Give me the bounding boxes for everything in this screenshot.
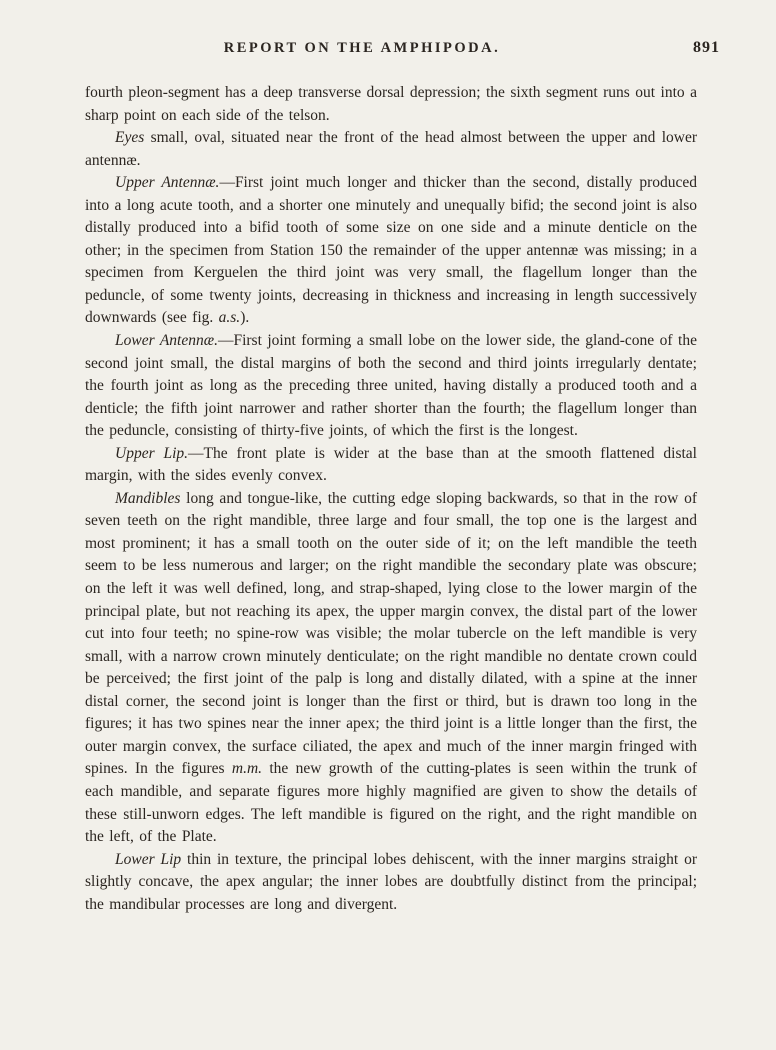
- text-paragraph: [85, 330, 697, 443]
- text-segment: Upper Lip.: [115, 444, 189, 462]
- text-segment: thin in texture, the principal lobes dehiscent, with the inner margins straight or slightly concave, the apex angular; the inner lobes are doubtfully distinct from the principal; the mandibular processes are long and divergent.: [85, 850, 697, 913]
- page-body: [85, 82, 697, 916]
- text-paragraph: [85, 127, 697, 172]
- text-segment: Upper Antennæ.: [115, 174, 220, 192]
- text-paragraph: [85, 172, 697, 330]
- text-segment: the new growth of the cutting-plates is seen within the trunk of each mandible, and separate figures more highly magnified are given to show the details of these still-unworn edges. The left mandible is figured on the right, and the right mandible on the left, of the Plate.: [85, 760, 697, 846]
- page-header-title: REPORT ON THE AMPHIPODA.: [223, 40, 501, 56]
- text-segment: ).: [240, 309, 250, 327]
- running-head: [84, 40, 720, 62]
- text-paragraph: [85, 849, 697, 917]
- text-segment: Eyes: [115, 129, 145, 147]
- text-paragraph: [85, 82, 697, 127]
- text-segment: a.s.: [218, 309, 241, 327]
- text-segment: long and tongue-like, the cutting edge sloping backwards, so that in the row of seven teeth on the right mandible, three large and four small, the top one is the largest and most prominent; it has a small tooth on the outer side of it; on the left mandible the teeth seem to be less numerous and larger; on the right mandible the secondary plate was obscure; on the left it was well defined, long, and strap-shaped, lying close to the lower margin of the principal plate, but not reaching its apex, the upper margin convex, the distal part of the lower cut into four teeth; no spine-row was visible; the molar tubercle on the left mandible is very small, with a narrow crown minutely denticulate; on the right mandible no dentate crown could be perceived; the first joint of the palp is long and distally dilated, with a spine at the inner distal corner, the second joint is longer than the first or third, but is drawn too long in the figures; it has two spines near the inner apex; the third joint is a little longer than the first, the outer margin convex, the surface ciliated, the apex and much of the inner margin fringed with spines. In the figures: [85, 489, 697, 778]
- text-paragraph: [85, 443, 697, 488]
- text-segment: —The front plate is wider at the base than at the smooth flattened distal margin, with the sides evenly convex.: [85, 444, 697, 485]
- text-segment: Lower Antennæ.: [115, 332, 218, 350]
- text-segment: small, oval, situated near the front of the head almost between the upper and lower antennæ.: [85, 129, 697, 169]
- text-segment: —First joint much longer and thicker than the second, distally produced into a long acute tooth, and a shorter one minutely and unequally bifid; the second joint is also distally produced into a bifid tooth of some size on one side and a minute denticle on the other; in the specimen from Station 150 the remainder of the upper antennæ was missing; in a specimen from Kerguelen the third joint was very small, the flagellum longer than the peduncle, of some twenty joints, decreasing in thickness and increasing in length successively downwards (see fig.: [85, 174, 697, 327]
- text-paragraph: [85, 488, 697, 849]
- text-segment: Lower Lip: [115, 850, 182, 868]
- text-segment: —First joint forming a small lobe on the lower side, the gland-cone of the second joint small, the distal margins of both the second and third joints irregularly dentate; the fourth joint as long as the preceding three united, having distally a produced tooth and a denticle; the fifth joint narrower and rather shorter than the fourth; the flagellum longer than the peduncle, consisting of thirty-five joints, of which the first is the longest.: [85, 332, 697, 440]
- text-segment: m.m.: [231, 760, 263, 778]
- text-segment: fourth pleon-segment has a deep transverse dorsal depression; the sixth segment runs out into a sharp point on each side of the telson.: [85, 84, 697, 124]
- page-number: 891: [693, 39, 720, 56]
- text-segment: Mandibles: [115, 489, 181, 507]
